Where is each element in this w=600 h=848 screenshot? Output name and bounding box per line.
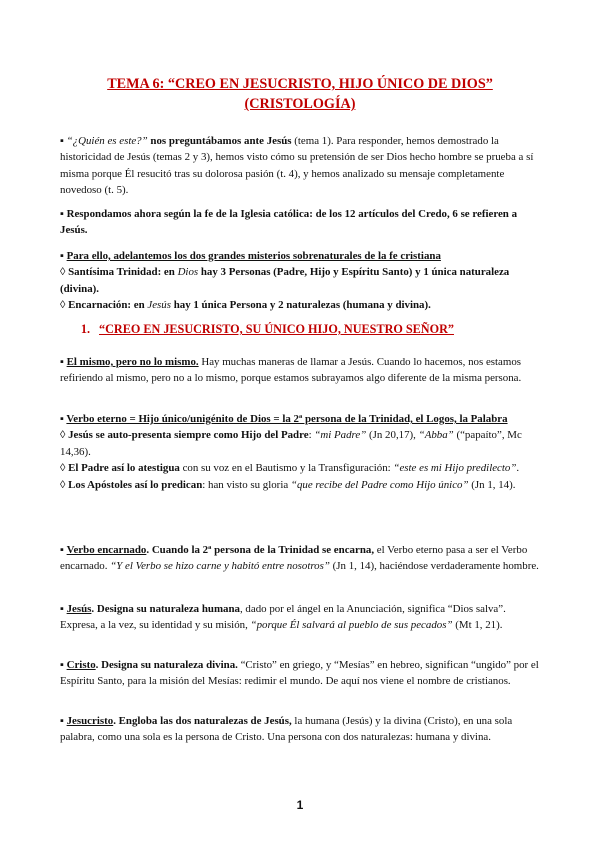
incarnation-jesus: Jesús bbox=[147, 299, 171, 312]
jesus-text-b: (Mt 1, 21). bbox=[452, 619, 503, 632]
page-title bbox=[60, 74, 540, 114]
verbo-line1-quote2: “Abba” bbox=[418, 429, 454, 442]
cristo-heading: Cristo bbox=[66, 659, 96, 671]
intro-paragraph bbox=[60, 133, 540, 199]
bullet-icon: ▪ bbox=[60, 603, 64, 615]
verbo-line3-bold: Los Apóstoles así lo predican bbox=[65, 478, 203, 491]
incarnation-text: hay 1 única Persona y 2 naturalezas (humana y divina). bbox=[170, 299, 431, 312]
trinity-text: hay 3 Personas (Padre, Hijo y Espíritu Santo) y 1 única naturaleza (divina). bbox=[60, 266, 510, 295]
title-line-1: TEMA 6: “CREO EN JESUCRISTO, HIJO ÚNICO DE DIOS” bbox=[107, 76, 493, 92]
bullet-icon: ▪ bbox=[60, 250, 64, 262]
cristo-text: “Cristo” en griego, y “Mesías” en hebreo, significan “ungido” por el Espíritu Santo, para la misión del Mesías: redimir el mundo. De aquí nos viene el nombre de cristianos. bbox=[60, 659, 539, 688]
encarnado-text-b: (Jn 1, 14), haciéndose verdaderamente hombre. bbox=[329, 560, 539, 573]
bullet-icon: ▪ bbox=[60, 356, 64, 368]
encarnado-text-a: el Verbo eterno pasa a ser el Verbo encarnado. bbox=[60, 544, 528, 573]
bullet-icon: ▪ bbox=[60, 659, 64, 671]
section-number: 1. bbox=[80, 322, 90, 336]
bullet-icon: ▪ bbox=[60, 715, 64, 727]
jesucristo-paragraph bbox=[60, 713, 540, 746]
verbo-line3-b: (Jn 1, 14). bbox=[468, 478, 516, 491]
respond-paragraph bbox=[60, 206, 540, 239]
encarnado-bold: . Cuando la 2ª persona de la Trinidad se encarna, bbox=[146, 544, 375, 556]
bullet-icon: ▪ bbox=[60, 413, 64, 425]
bullet-icon: ▪ bbox=[60, 544, 64, 556]
page-number: 1 bbox=[296, 798, 304, 812]
verbo-line1-b: (Jn 20,17), bbox=[366, 429, 419, 442]
cristo-bold: . Designa su naturaleza divina. bbox=[95, 659, 238, 671]
jesus-heading: Jesús bbox=[66, 603, 92, 615]
verbo-line2-a: con su voz en el Bautismo y la Transfiguración: bbox=[179, 462, 394, 475]
verbo-line3-a: : han visto su gloria bbox=[202, 478, 291, 491]
jesus-text-a: , dado por el ángel en la Anunciación, significa “Dios salva”. Expresa, a la vez, su identidad y su misión, bbox=[60, 603, 506, 632]
trinity-dios: Dios bbox=[177, 266, 199, 279]
section-heading bbox=[60, 320, 540, 338]
incarnation-label: Encarnación: en bbox=[65, 299, 148, 312]
diamond-icon: ◊ bbox=[60, 266, 66, 279]
intro-text: (tema 1). Para responder, hemos demostrado la historicidad de Jesús (temas 2 y 3), hemos visto cómo su pretensión de ser Dios hecho hombre se prueba a sí misma porque Él resucitó tras su dolorosa pasión (t. 4), y hemos analizado su mensaje completamente novedoso (t. 5). bbox=[60, 135, 534, 197]
jesucristo-text: la humana (Jesús) y la divina (Cristo), en una sola palabra, como una sola es la persona de Cristo. Una persona con dos naturalezas: humana y divina. bbox=[60, 715, 513, 744]
jesucristo-heading: Jesucristo bbox=[66, 715, 114, 727]
respond-text: Respondamos ahora según la fe de la Iglesia católica: de los 12 artículos del Credo, 6 se refieren a Jesús. bbox=[60, 208, 518, 237]
verbo-line2-b: . bbox=[516, 462, 520, 475]
jesus-bold: . Designa su naturaleza humana bbox=[91, 603, 240, 615]
mismo-paragraph bbox=[60, 354, 540, 387]
mismo-text: Hay muchas maneras de llamar a Jesús. Cuando lo hacemos, nos estamos refiriendo al mismo, pero no a lo mismo, porque estamos subrayamos algo diferente de la misma persona. bbox=[60, 356, 522, 385]
title-line-2: (CRISTOLOGÍA) bbox=[244, 96, 356, 112]
verbo-line2-quote: “este es mi Hijo predilecto” bbox=[393, 462, 517, 475]
bullet-icon: ▪ bbox=[60, 208, 64, 220]
verbo-line3-quote: “que recibe del Padre como Hijo único” bbox=[290, 478, 469, 491]
intro-question: “¿Quién es este?” bbox=[66, 135, 148, 147]
trinity-label: Santísima Trinidad: en bbox=[65, 266, 178, 279]
section-title: “CREO EN JESUCRISTO, SU ÚNICO HIJO, NUESTRO SEÑOR” bbox=[99, 322, 454, 336]
verbo-line1-a: : bbox=[308, 429, 315, 442]
diamond-icon: ◊ bbox=[60, 429, 66, 442]
cristo-paragraph bbox=[60, 657, 540, 690]
encarnado-heading: Verbo encarnado bbox=[66, 544, 147, 556]
encarnado-quote: “Y el Verbo se hizo carne y habitó entre nosotros” bbox=[110, 560, 330, 573]
encarnado-paragraph bbox=[60, 542, 540, 575]
verbo-line1-quote1: “mi Padre” bbox=[314, 429, 367, 442]
mismo-heading: El mismo, pero no lo mismo. bbox=[66, 356, 199, 368]
bullet-icon: ▪ bbox=[60, 135, 64, 147]
diamond-icon: ◊ bbox=[60, 478, 66, 491]
verbo-block bbox=[60, 411, 540, 493]
verbo-heading: Verbo eterno = Hijo único/unigénito de Dios = la 2ª persona de la Trinidad, el Logos, la Palabra bbox=[66, 413, 508, 425]
diamond-icon: ◊ bbox=[60, 299, 66, 312]
mysteries-heading: Para ello, adelantemos los dos grandes misterios sobrenaturales de la fe cristiana bbox=[66, 250, 441, 262]
jesus-quote: “porque Él salvará al pueblo de sus pecados” bbox=[250, 619, 453, 632]
diamond-icon: ◊ bbox=[60, 462, 66, 475]
jesucristo-bold: . Engloba las dos naturalezas de Jesús, bbox=[113, 715, 292, 727]
jesus-paragraph bbox=[60, 601, 540, 634]
verbo-line1-bold: Jesús se auto-presenta siempre como Hijo del Padre bbox=[65, 429, 309, 442]
verbo-line1-c: (“papaíto”, Mc 14,36). bbox=[60, 429, 522, 458]
mysteries-block bbox=[60, 248, 540, 314]
verbo-line2-bold: El Padre así lo atestigua bbox=[65, 462, 180, 475]
intro-question-bold: nos preguntábamos ante Jesús bbox=[147, 135, 292, 147]
